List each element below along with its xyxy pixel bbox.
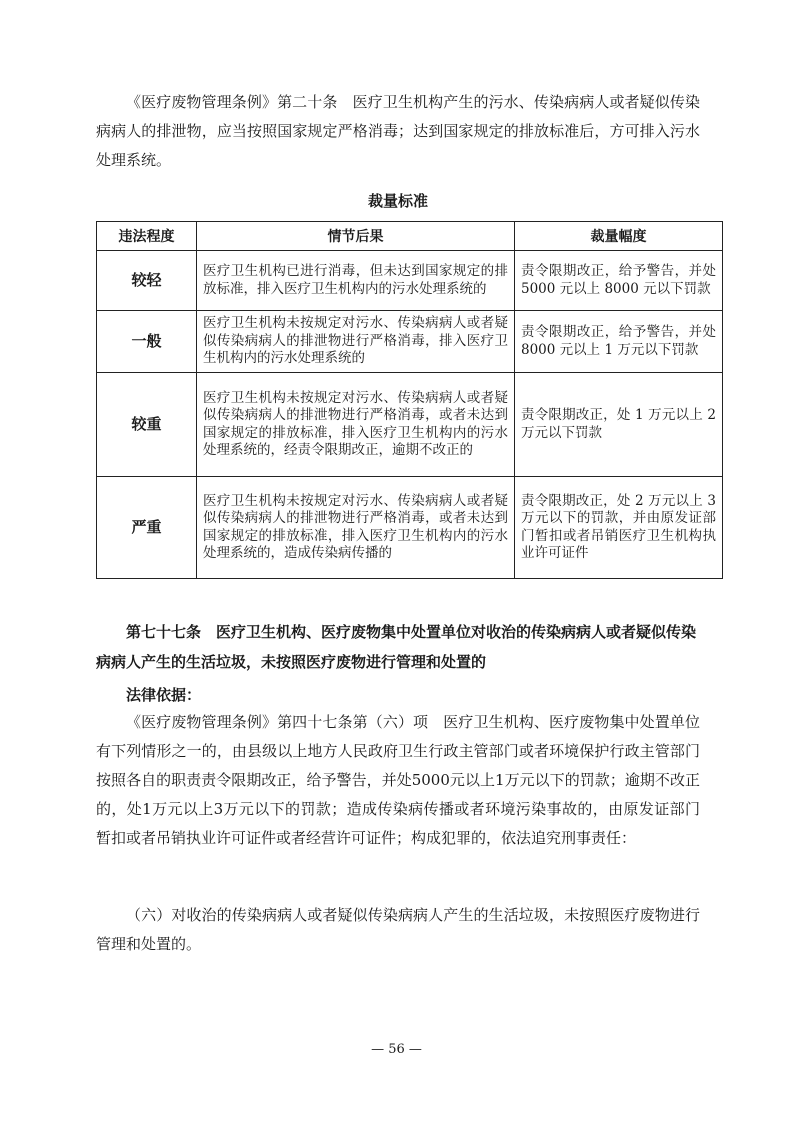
table-row — [97, 251, 723, 311]
row-penalty: 责令限期改正，处 2 万元以上 3 万元以下的罚款，并由原发证部门暂扣或者吊销医疗卫生机构执业许可证件 — [515, 477, 723, 579]
row-level: 一般 — [97, 311, 197, 373]
item-paragraph: （六）对收治的传染病病人或者疑似传染病病人产生的生活垃圾，未按照医疗废物进行管理和处置的。 — [96, 906, 700, 953]
row-consequence: 医疗卫生机构未按规定对污水、传染病病人或者疑似传染病病人的排泄物进行严格消毒，排入医疗卫生机构内的污水处理系统的 — [197, 311, 515, 373]
row-level: 严重 — [97, 477, 197, 579]
table-row — [97, 311, 723, 373]
row-penalty: 责令限期改正，处 1 万元以上 2 万元以下罚款 — [515, 373, 723, 477]
header-consequence: 情节后果 — [197, 222, 515, 251]
intro-paragraph: 《医疗废物管理条例》第二十条 医疗卫生机构产生的污水、传染病病人或者疑似传染病病人的排泄物，应当按照国家规定严格消毒；达到国家规定的排放标准后，方可排入污水处理系统。 — [96, 93, 700, 169]
header-violation-degree: 违法程度 — [97, 222, 197, 251]
row-level: 较重 — [97, 373, 197, 477]
row-consequence: 医疗卫生机构未按规定对污水、传染病病人或者疑似传染病病人的排泄物进行严格消毒，或者未达到国家规定的排放标准，排入医疗卫生机构内的污水处理系统的，造成传染病传播的 — [197, 477, 515, 579]
row-penalty: 责令限期改正，给予警告，并处 5000 元以上 8000 元以下罚款 — [515, 251, 723, 311]
table-header-row — [97, 222, 723, 251]
row-level: 较轻 — [97, 251, 197, 311]
table-caption: 裁量标准 — [367, 192, 428, 210]
legal-basis-label: 法律依据： — [126, 686, 202, 704]
row-consequence: 医疗卫生机构未按规定对污水、传染病病人或者疑似传染病病人的排泄物进行严格消毒，或者未达到国家规定的排放标准，排入医疗卫生机构内的污水处理系统的，经责令限期改正，逾期不改正的 — [197, 373, 515, 477]
table-row — [97, 477, 723, 579]
table-row — [97, 373, 723, 477]
article-heading: 第七十七条 医疗卫生机构、医疗废物集中处置单位对收治的传染病病人或者疑似传染病病人产生的生活垃圾，未按照医疗废物进行管理和处置的 — [96, 623, 697, 671]
legal-paragraph: 《医疗废物管理条例》第四十七条第（六）项 医疗卫生机构、医疗废物集中处置单位有下列情形之一的，由县级以上地方人民政府卫生行政主管部门或者环境保护行政主管部门按照各自的职责责令限期改正，给予警告，并处5000元以上1万元以下的罚款；逾期不改正的，处1万元以上3万元以下的罚款；造成传染病传播或者环境污染事故的，由原发证部门暂扣或者吊销执业许可证件或者经营许可证件；构成犯罪的，依法追究刑事责任： — [96, 713, 700, 847]
header-penalty-range: 裁量幅度 — [515, 222, 723, 251]
row-consequence: 医疗卫生机构已进行消毒，但未达到国家规定的排放标准，排入医疗卫生机构内的污水处理系统的 — [197, 251, 515, 311]
discretion-standard-table — [96, 221, 723, 579]
row-penalty: 责令限期改正，给予警告，并处 8000 元以上 1 万元以下罚款 — [515, 311, 723, 373]
page-number: — 56 — — [371, 1042, 422, 1057]
